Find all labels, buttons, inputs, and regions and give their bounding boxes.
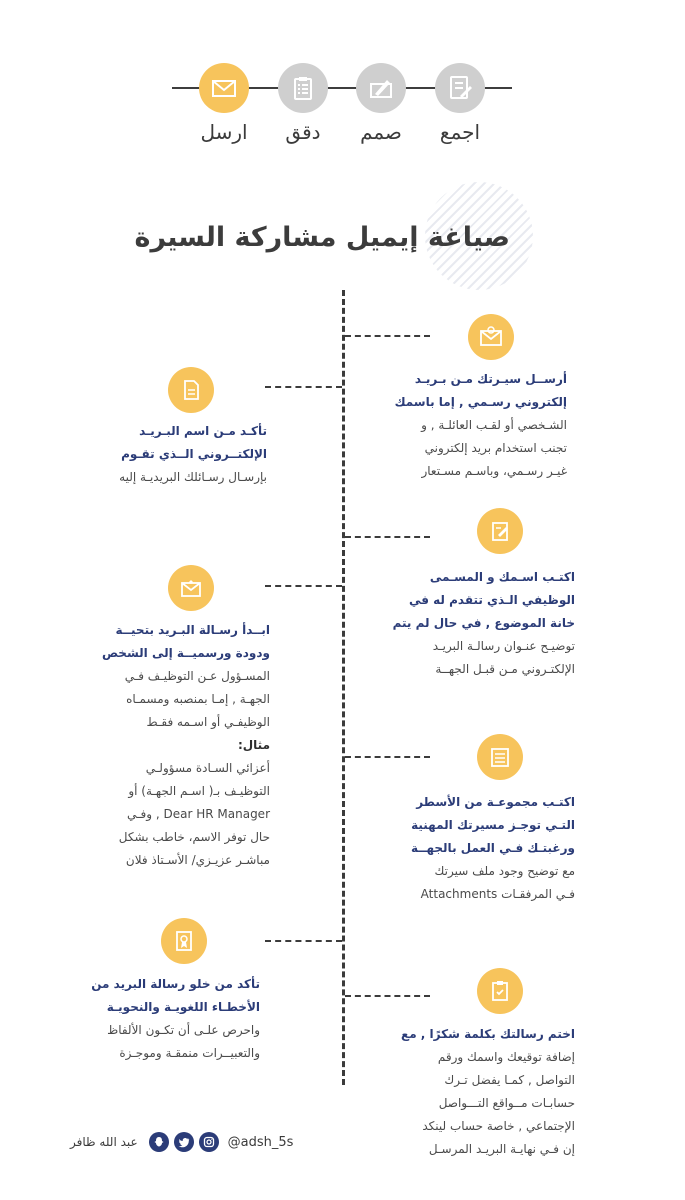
item-text-line: Dear HR Manager , وفـي <box>127 807 270 821</box>
item-text-line: مع توضيح وجود ملف سيرتك <box>434 864 575 878</box>
item-heading-line: اكتـب اسـمك و المسـمى <box>429 570 575 584</box>
item-text-line: مثال: <box>237 738 270 752</box>
page-title: صياغة إيميل مشاركة السيرة <box>134 222 510 253</box>
item-text-line: حال توفر الاسم، خاطب بشكل <box>118 830 270 844</box>
item-heading-line: اكتـب مجموعـة من الأسطر <box>416 795 575 809</box>
item-icon-circle <box>477 734 523 780</box>
item-text-line: توضيـح عنـوان رسالـة البريـد <box>432 639 575 653</box>
item-text-line: غيـر رسـمي، وباسـم مسـتعار <box>421 464 567 478</box>
timeline <box>342 290 345 1085</box>
item-heading-line: الوظيفي الـذي تتقدم له في <box>408 593 575 607</box>
list-icon <box>488 745 512 769</box>
item-icon-circle <box>161 918 207 964</box>
email-icon <box>478 324 504 350</box>
item-text-line: الإجتماعي , خاصة حساب لينكد <box>422 1119 575 1133</box>
step-collect-circle <box>435 63 485 113</box>
item-text-line: واحرص علـى أن تكـون الألفاظ <box>107 1023 260 1037</box>
social-handle[interactable]: @adsh_5s <box>227 1134 294 1150</box>
item-text-line: والتعبيــرات منمقـة وموجـزة <box>119 1046 260 1060</box>
item-text-line: حسابـات مــواقع التـــواصل <box>438 1096 575 1110</box>
item-text-line: فـي المرفقـات Attachments <box>420 887 575 901</box>
item-icon-circle <box>168 565 214 611</box>
step-send-label: ارسل <box>200 120 248 144</box>
certificate-icon <box>172 929 196 953</box>
item-text-line: تجنب استخدام بريد إلكتروني <box>424 441 567 455</box>
connector <box>345 756 430 758</box>
item-text-line: التوظيـف بـ( اسـم الجهـة) أو <box>128 784 270 798</box>
item-heading-line: خانة الموضوع , في حال لم يتم <box>392 616 575 630</box>
item-heading-line: تأكـد مـن اسم البـريـد <box>139 424 267 438</box>
step-send-circle <box>199 63 249 113</box>
item-icon-circle <box>468 314 514 360</box>
item-heading-line: أرســل سيـرتك مـن بـريـد <box>414 372 567 386</box>
connector <box>265 940 342 942</box>
item-text-line: إضافة توقيعك واسمك ورقم <box>437 1050 575 1064</box>
connector <box>265 386 342 388</box>
form-icon <box>446 74 474 102</box>
item-heading-line: ودودة ورسميــة إلى الشخص <box>101 646 270 660</box>
item-text-line: الشـخصي أو لقـب العائلـة , و <box>421 418 567 432</box>
document-icon <box>179 378 203 402</box>
item-heading-line: ابــدأ رسـالة البـريد بتحيــة <box>115 623 270 637</box>
item-heading-line: الأخطـاء اللغويـة والنحويـة <box>106 1000 260 1014</box>
job-title-icon <box>488 519 512 543</box>
item-heading-line: التـي توجـز مسيرتك المهنية <box>411 818 575 832</box>
envelope-icon <box>209 73 239 103</box>
item-text-block <box>112 420 267 489</box>
item-icon-circle <box>477 968 523 1014</box>
author-name: عبد الله ظافر <box>70 1135 138 1149</box>
footer <box>70 1130 293 1154</box>
item-heading-line: الإلكتــروني الــذي تقـوم <box>121 447 267 461</box>
item-heading-line: تأكد من خلو رسالة البريد من <box>91 977 260 991</box>
item-text-line: بإرسـال رسـائلك البريديـة إليه <box>119 470 267 484</box>
checklist-icon <box>488 979 512 1003</box>
connector <box>345 536 430 538</box>
step-check-circle <box>278 63 328 113</box>
connector <box>265 585 342 587</box>
item-heading-line: اختم رسالتك بكلمة شكرًا , مع <box>401 1027 575 1041</box>
step-check-label: دقق <box>285 120 321 144</box>
item-icon-circle <box>477 508 523 554</box>
item-text-line: المسـؤول عـن التوظيـف فـي <box>124 669 270 683</box>
item-text-block <box>401 1023 575 1161</box>
item-heading-line: إلكتروني رسـمي , إما باسمك <box>394 395 567 409</box>
item-text-line: إن فـي نهايـة البريـد المرسـل <box>428 1142 575 1156</box>
item-text-block <box>392 566 575 681</box>
item-text-block <box>101 619 270 872</box>
step-design-circle <box>356 63 406 113</box>
item-text-block <box>394 368 567 483</box>
design-tools-icon <box>367 74 395 102</box>
item-text-line: الإلكتـروني مـن قبـل الجهــة <box>435 662 575 676</box>
item-text-line: التواصل , كمـا يفضل تـرك <box>444 1073 575 1087</box>
item-text-line: مباشـر عزيـزي/ الأسـتاذ فلان <box>125 853 270 867</box>
clipboard-icon <box>289 74 317 102</box>
item-text-line: الوظيفـي أو اسـمه فقـط <box>146 715 270 729</box>
step-design-label: صمم <box>360 120 402 144</box>
item-text-line: الجهـة , إمـا بمنصبه ومسمـاه <box>126 692 270 706</box>
item-icon-circle <box>168 367 214 413</box>
instagram-icon[interactable] <box>199 1132 219 1152</box>
connector <box>345 995 430 997</box>
connector <box>345 335 430 337</box>
greeting-mail-icon <box>179 576 203 600</box>
snapchat-icon[interactable] <box>149 1132 169 1152</box>
item-text-line: أعزائي السـادة مسؤولـي <box>145 761 270 775</box>
twitter-icon[interactable] <box>174 1132 194 1152</box>
item-text-block <box>411 791 575 906</box>
item-heading-line: ورغبتـك فـي العمل بالجهــة <box>411 841 575 855</box>
step-collect-label: اجمع <box>439 120 481 144</box>
item-text-block <box>91 973 260 1065</box>
